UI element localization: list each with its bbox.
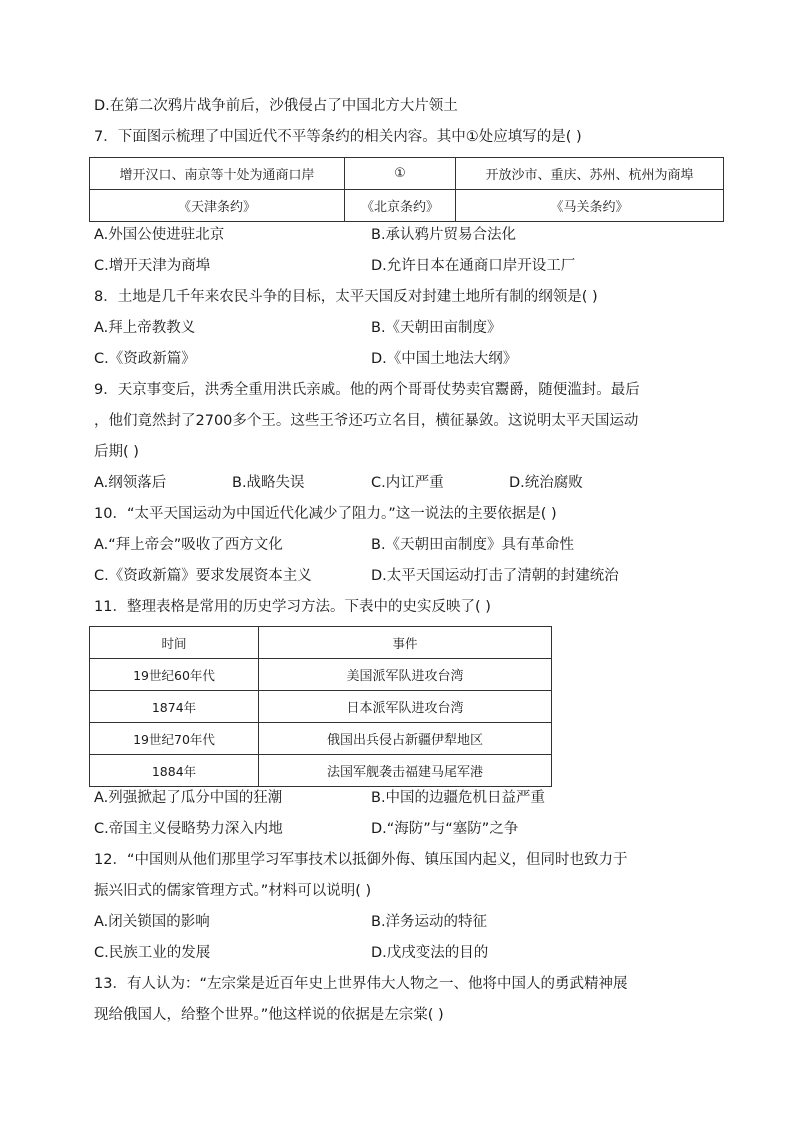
table-row	[90, 723, 552, 755]
option-10d[interactable]: D.太平天国运动打击了清朝的封建统治	[371, 568, 619, 584]
table-header-cell: 事件	[259, 627, 552, 659]
table-header-row	[90, 627, 552, 659]
treaty-table	[89, 157, 724, 222]
table-cell: ①	[345, 158, 456, 190]
question-12-stem: 12．“中国则从他们那里学习军事技术以抵御外侮、镇压国内起义，但同时也致力于	[94, 852, 628, 868]
option-9c[interactable]: C.内讧严重	[371, 475, 444, 491]
question-7-stem: 7．下面图示梳理了中国近代不平等条约的相关内容。其中①处应填写的是( )	[94, 129, 582, 145]
option-10c[interactable]: C.《资政新篇》要求发展资本主义	[94, 568, 312, 584]
question-8-stem: 8．土地是几千年来农民斗争的目标，太平天国反对封建土地所有制的纲领是( )	[94, 289, 598, 305]
option-7b[interactable]: B.承认鸦片贸易合法化	[371, 227, 517, 243]
option-9a[interactable]: A.纲领落后	[94, 475, 167, 491]
table-cell: 1884年	[90, 755, 259, 787]
table-cell: 19世纪60年代	[90, 659, 259, 691]
table-cell: 19世纪70年代	[90, 723, 259, 755]
option-12b[interactable]: B.洋务运动的特征	[371, 914, 488, 930]
question-9-stem-end: 后期( )	[94, 444, 139, 460]
events-table	[89, 626, 552, 787]
option-6d: D.在第二次鸦片战争前后，沙俄侵占了中国北方大片领土	[94, 98, 458, 114]
table-cell: 法国军舰袭击福建马尾军港	[259, 755, 552, 787]
question-13-stem: 13．有人认为：“左宗棠是近百年史上世界伟大人物之一、他将中国人的勇武精神展	[94, 976, 628, 992]
option-9b[interactable]: B.战略失误	[232, 475, 305, 491]
option-10b[interactable]: B.《天朝田亩制度》具有革命性	[371, 537, 575, 553]
option-7a[interactable]: A.外国公使进驻北京	[94, 227, 225, 243]
table-cell: 美国派军队进攻台湾	[259, 659, 552, 691]
option-12c[interactable]: C.民族工业的发展	[94, 945, 211, 961]
option-12a[interactable]: A.闭关锁国的影响	[94, 914, 210, 930]
question-10-stem: 10．“太平天国运动为中国近代化减少了阻力。”这一说法的主要依据是( )	[94, 506, 557, 522]
option-8c[interactable]: C.《资政新篇》	[94, 351, 196, 367]
option-9d[interactable]: D.统治腐败	[509, 475, 583, 491]
question-12-stem-cont: 振兴旧式的儒家管理方式。”材料可以说明( )	[94, 883, 372, 899]
option-7c[interactable]: C.增开天津为商埠	[94, 258, 211, 274]
option-7d[interactable]: D.允许日本在通商口岸开设工厂	[371, 258, 576, 274]
table-cell: 《马关条约》	[456, 190, 724, 222]
table-cell: 《天津条约》	[90, 190, 345, 222]
question-9-stem-cont: ，他们竟然封了2700多个王。这些王爷还巧立名目，横征暴敛。这说明太平天国运动	[94, 413, 639, 429]
option-8b[interactable]: B.《天朝田亩制度》	[371, 320, 502, 336]
question-13-stem-cont: 现给俄国人，给整个世界。”他这样说的依据是左宗棠( )	[94, 1007, 444, 1023]
table-cell: 《北京条约》	[345, 190, 456, 222]
table-row	[90, 659, 552, 691]
option-8a[interactable]: A.拜上帝教教义	[94, 320, 196, 336]
option-11a[interactable]: A.列强掀起了瓜分中国的狂潮	[94, 790, 283, 806]
table-header-cell: 时间	[90, 627, 259, 659]
table-row	[90, 755, 552, 787]
option-12d[interactable]: D.戊戌变法的目的	[371, 945, 489, 961]
table-cell: 开放沙市、重庆、苏州、杭州为商埠	[456, 158, 724, 190]
table-row	[90, 158, 724, 190]
option-11c[interactable]: C.帝国主义侵略势力深入内地	[94, 821, 283, 837]
question-11-stem: 11．整理表格是常用的历史学习方法。下表中的史实反映了( )	[94, 599, 491, 615]
option-11b[interactable]: B.中国的边疆危机日益严重	[371, 790, 546, 806]
table-cell: 增开汉口、南京等十处为通商口岸	[90, 158, 345, 190]
option-8d[interactable]: D.《中国土地法大纲》	[371, 351, 518, 367]
table-cell: 1874年	[90, 691, 259, 723]
table-cell: 日本派军队进攻台湾	[259, 691, 552, 723]
option-11d[interactable]: D.“海防”与“塞防”之争	[371, 821, 519, 837]
table-cell: 俄国出兵侵占新疆伊犁地区	[259, 723, 552, 755]
table-row	[90, 190, 724, 222]
question-9-stem: 9．天京事变后，洪秀全重用洪氏亲戚。他的两个哥哥仗势卖官鬻爵，随便滥封。最后	[94, 382, 640, 398]
table-row	[90, 691, 552, 723]
option-10a[interactable]: A.“拜上帝会”吸收了西方文化	[94, 537, 283, 553]
